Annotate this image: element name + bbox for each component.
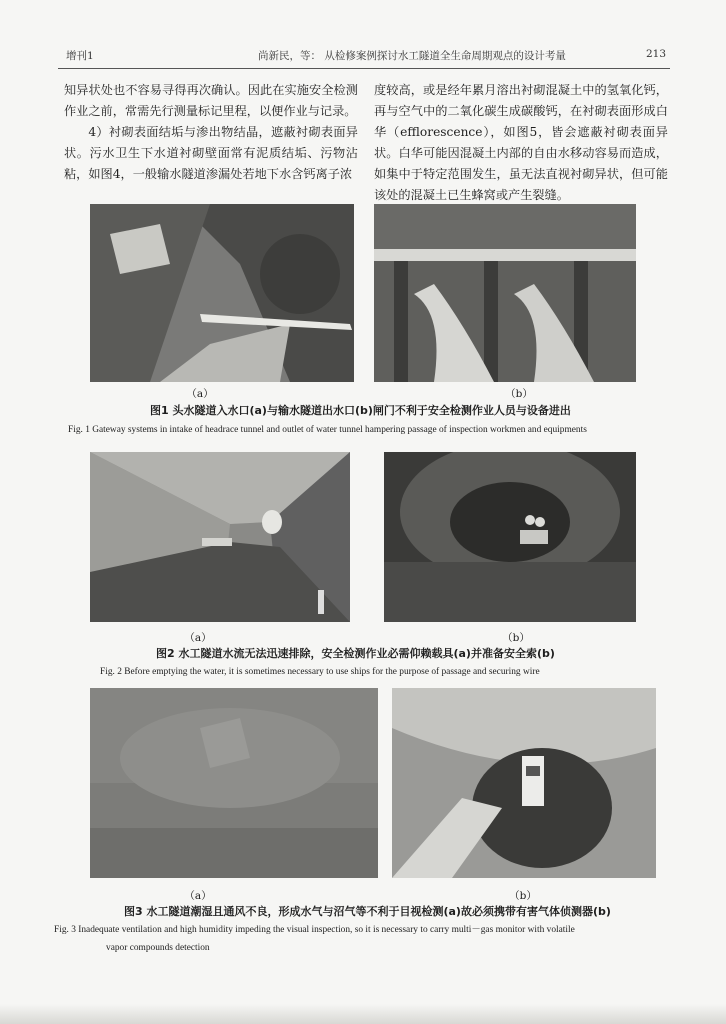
figure-3-caption-en-line1: Fig. 3 Inadequate ventilation and high humidity impeding the visual inspection, so it is necessary to carry multi－gas monitor with volatile bbox=[54, 925, 575, 935]
right-text-column bbox=[374, 80, 668, 206]
figure-2-caption-en: Fig. 2 Before emptying the water, it is sometimes necessary to use ships for the purpose of passage and securing wire bbox=[100, 667, 540, 677]
figure-3a-label: （a） bbox=[184, 890, 212, 902]
page-number: 213 bbox=[646, 48, 667, 60]
figure-3b-label: （b） bbox=[509, 890, 537, 902]
header-rule bbox=[58, 68, 670, 69]
figure-1a-intake-photo bbox=[90, 204, 354, 382]
figure-2b-tunnel-rope-photo bbox=[384, 452, 636, 622]
figure-3a-humid-tunnel-photo bbox=[90, 688, 378, 878]
figure-3b-gas-monitor-photo bbox=[392, 688, 656, 878]
figure-2a-tunnel-boat-photo bbox=[90, 452, 350, 622]
left-text-column bbox=[64, 80, 358, 185]
running-header-title: 尚新民，等： 从检修案例探讨水工隧道全生命周期观点的设计考量 bbox=[258, 50, 566, 62]
figure-2-caption-cn: 图2 水工隧道水流无法迅速排除，安全检测作业必需仰赖载具(a)并准备安全索(b) bbox=[156, 647, 555, 660]
scan-edge-shadow bbox=[0, 1004, 726, 1024]
figure-1a-label: （a） bbox=[186, 388, 214, 400]
figure-3-caption-cn: 图3 水工隧道潮湿且通风不良，形成水气与沼气等不利于目视检测(a)故必须携带有害气体侦测器(b) bbox=[124, 905, 611, 918]
figure-1b-outlet-photo bbox=[374, 204, 636, 382]
paragraph: 知异状处也不容易寻得再次确认。因此在实施安全检测作业之前，常需先行测量标记里程，以便作业与记录。 bbox=[64, 83, 358, 118]
paragraph: 度较高，或是经年累月溶出衬砌混凝土中的氢氧化钙，再与空气中的二氧化碳生成碳酸钙，在衬砌表面形成白华（efflorescence），如图5，皆会遮蔽衬砌表面异状。白华可能因混凝土内部的自由水移动容易而造成，如集中于特定范围发生，虽无法直视衬砌异状，但可能该处的混凝土已生蜂窝或产生裂缝。 bbox=[374, 83, 668, 202]
paragraph: 4）衬砌表面结垢与渗出物结晶，遮蔽衬砌表面异状。污水卫生下水道衬砌壁面常有泥质结垢、污物沾粘，如图4，一般输水隧道渗漏处若地下水含钙离子浓 bbox=[64, 125, 358, 181]
running-header-left: 增刊1 bbox=[66, 50, 94, 62]
figure-1-caption-en: Fig. 1 Gateway systems in intake of headrace tunnel and outlet of water tunnel hampering passage of inspection workmen and equipments bbox=[68, 425, 587, 435]
figure-1-caption-cn: 图1 头水隧道入水口(a)与输水隧道出水口(b)闸门不利于安全检测作业人员与设备进出 bbox=[150, 404, 571, 417]
figure-3-caption-en-line2: vapor compounds detection bbox=[106, 943, 210, 953]
figure-2b-label: （b） bbox=[502, 632, 530, 644]
figure-2a-label: （a） bbox=[184, 632, 212, 644]
figure-1b-label: （b） bbox=[505, 388, 533, 400]
